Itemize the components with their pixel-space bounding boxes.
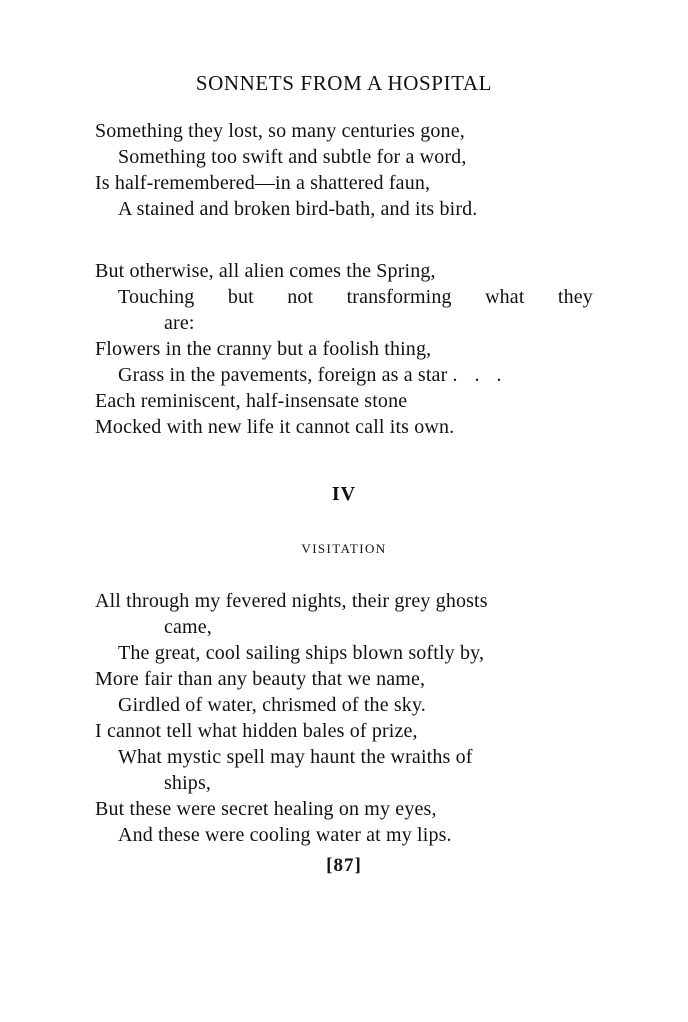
verse-line: The great, cool sailing ships blown softly by, [118,642,485,664]
stanza-3 [95,588,615,848]
stanza-1 [95,118,615,222]
verse-line: All through my fevered nights, their grey ghosts [95,590,488,612]
verse-line: But otherwise, all alien comes the Spring, [95,260,436,282]
verse-line: Mocked with new life it cannot call its own. [95,416,455,438]
verse-line: I cannot tell what hidden bales of prize, [95,720,418,742]
verse-line: Something they lost, so many centuries gone, [95,120,465,142]
word: they [557,286,593,308]
ellipsis: . . . [452,364,508,386]
page-number: [87] [326,855,362,876]
stanza-2 [95,258,615,440]
verse-line [95,362,615,388]
verse-text: Grass in the pavements, foreign as a star [118,364,448,386]
verse-turnover: ships, [164,772,212,794]
word: Touching [118,286,195,308]
verse-line: Is half-remembered—in a shattered faun, [95,172,431,194]
verse-line: But these were secret healing on my eyes, [95,798,437,820]
running-head: SONNETS FROM A HOSPITAL [195,71,493,95]
verse-line-justified [95,284,615,310]
verse-line: What mystic spell may haunt the wraiths of [118,746,473,768]
section-title: VISITATION [301,541,387,556]
verse-line: Something too swift and subtle for a word, [118,146,467,168]
verse-line: More fair than any beauty that we name, [95,668,426,690]
verse-line: Each reminiscent, half-insensate stone [95,390,408,412]
verse-line: A stained and broken bird-bath, and its bird. [118,198,478,220]
word: but [227,286,254,308]
word: not [287,286,314,308]
verse-line: Girdled of water, chrismed of the sky. [118,694,426,716]
word: what [485,286,525,308]
verse-line: Flowers in the cranny but a foolish thing, [95,338,432,360]
section-number: IV [331,483,357,505]
verse-line: And these were cooling water at my lips. [118,824,452,846]
verse-turnover: are: [164,312,195,334]
verse-turnover: came, [164,616,212,638]
justified-words [118,284,593,310]
word: transforming [346,286,452,308]
